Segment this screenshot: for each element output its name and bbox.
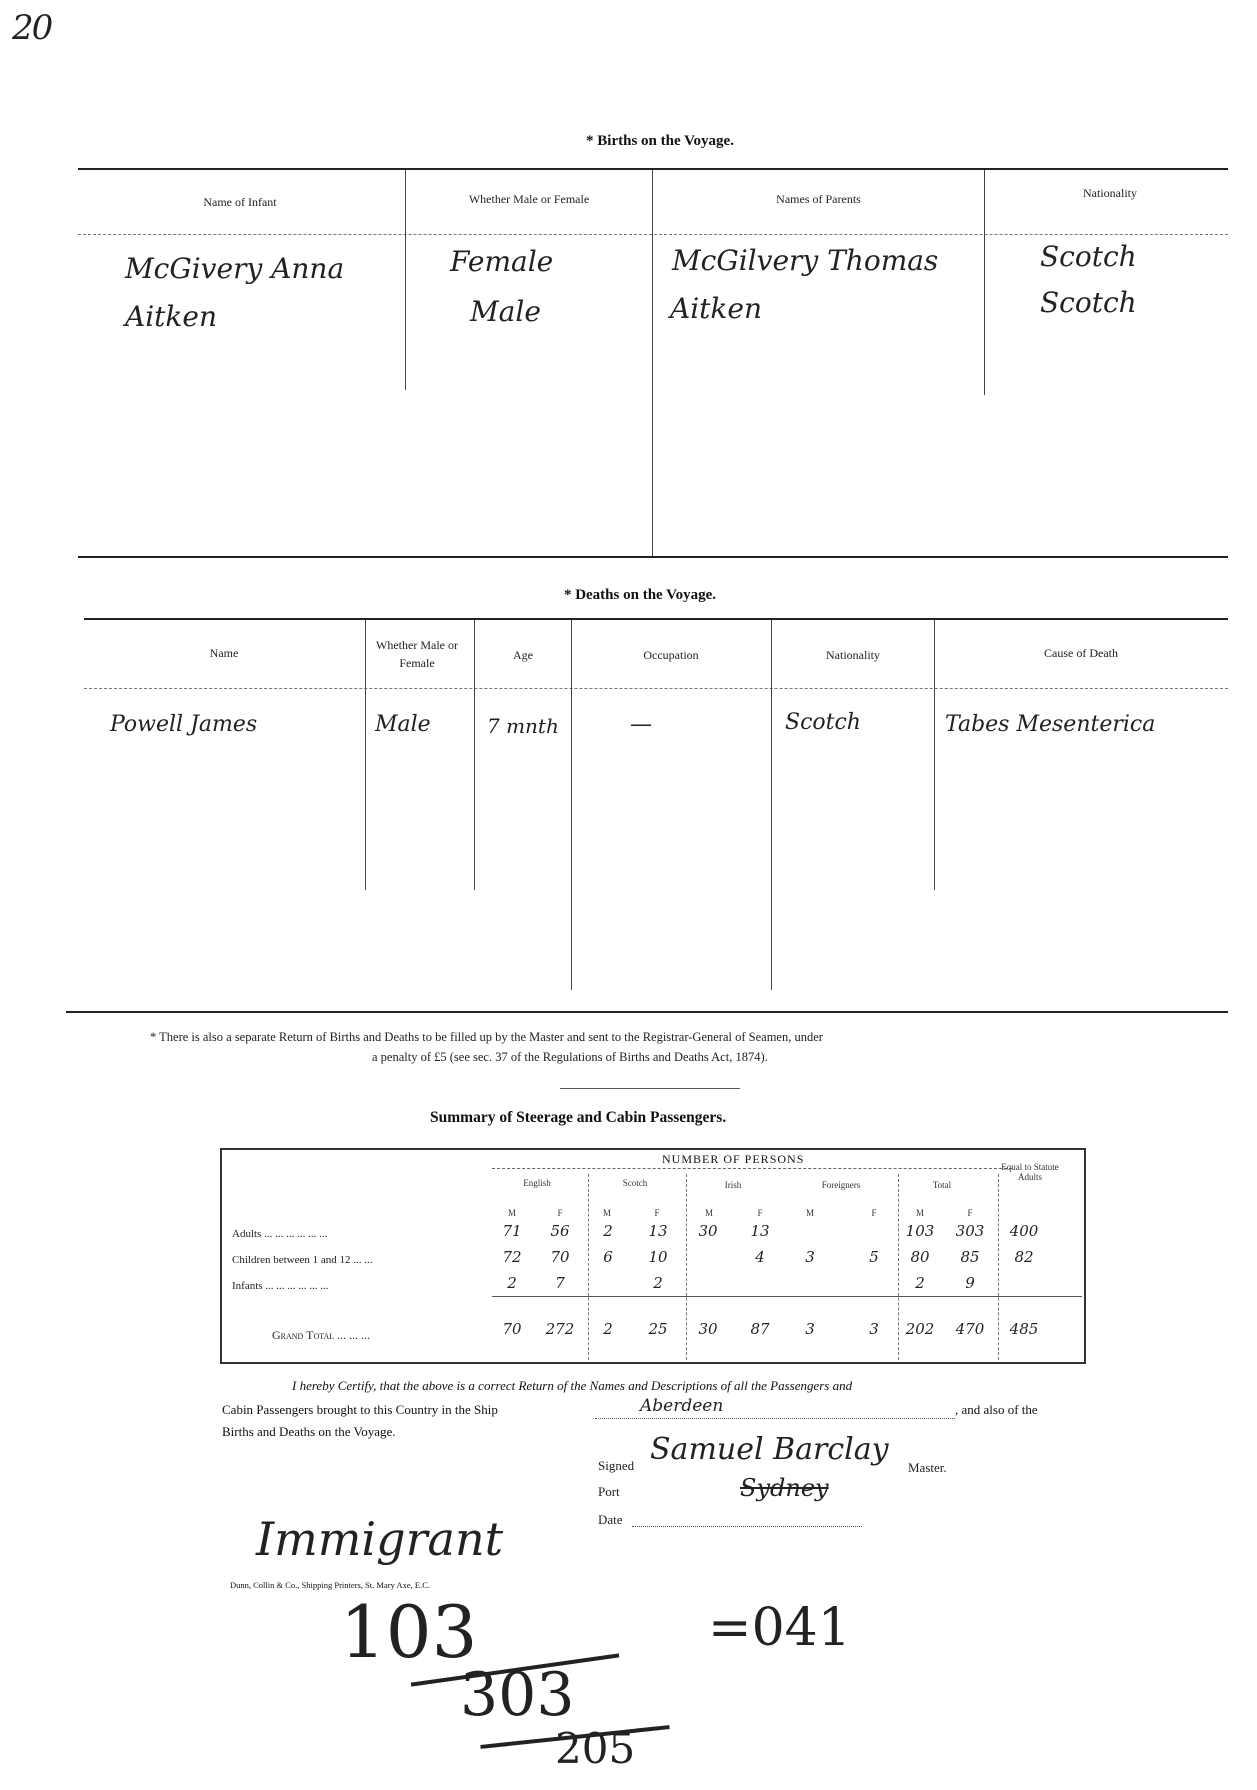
mf-foreigners-f: F bbox=[871, 1208, 877, 1218]
certify-line-2b: , and also of the bbox=[955, 1402, 1038, 1417]
summary-row-adults-label: Adults ... ... ... ... ... ... bbox=[232, 1228, 328, 1240]
birth-row-2-nationality: Scotch bbox=[1040, 286, 1137, 319]
deaths-header-age: Age bbox=[513, 648, 533, 662]
birth-row-2-parents: Aitken bbox=[670, 292, 762, 325]
births-col-divider-2 bbox=[652, 170, 653, 556]
summary-cell: 2 bbox=[603, 1222, 613, 1240]
signed-label: Signed bbox=[598, 1458, 635, 1473]
summary-cell: 80 bbox=[910, 1248, 930, 1266]
birth-row-1-nationality: Scotch bbox=[1040, 240, 1137, 273]
summary-row-children-label: Children between 1 and 12 ... ... bbox=[232, 1254, 373, 1266]
summary-cell: 202 bbox=[905, 1320, 935, 1338]
summary-divider-4 bbox=[998, 1174, 999, 1360]
mf-total-m: M bbox=[915, 1208, 924, 1218]
master-label: Master. bbox=[908, 1460, 947, 1475]
tally-a: 103 bbox=[340, 1590, 478, 1674]
certify-line-1: I hereby Certify, that the above is a correct Return of the Names and Descriptions of all the Passengers and bbox=[292, 1378, 853, 1393]
summary-cell: 70 bbox=[550, 1248, 570, 1266]
tally-c: 205 bbox=[555, 1724, 636, 1773]
deaths-header-name: Name bbox=[209, 646, 239, 660]
birth-row-2-sex: Male bbox=[470, 295, 541, 328]
deaths-col-divider-1 bbox=[365, 620, 366, 890]
footnote-line-2: a penalty of £5 (see sec. 37 of the Regulations of Births and Deaths Act, 1874). bbox=[372, 1050, 768, 1064]
summary-infants-rule bbox=[492, 1296, 1082, 1297]
death-row-1-cause: Tabes Mesenterica bbox=[945, 712, 1156, 737]
births-col-divider-3 bbox=[984, 170, 985, 395]
deaths-col-divider-4 bbox=[771, 620, 772, 990]
deaths-col-divider-5 bbox=[934, 620, 935, 890]
death-row-1-nationality: Scotch bbox=[785, 710, 861, 735]
mf-irish-f: F bbox=[757, 1208, 763, 1218]
deaths-top-rule bbox=[84, 618, 1228, 620]
summary-divider-3 bbox=[898, 1174, 899, 1360]
summary-cell: 87 bbox=[750, 1320, 770, 1338]
deaths-col-divider-3 bbox=[571, 620, 572, 990]
group-irish: Irish bbox=[724, 1180, 742, 1190]
deaths-header-cause: Cause of Death bbox=[1044, 646, 1118, 660]
date-label: Date bbox=[598, 1512, 623, 1527]
summary-cell: 7 bbox=[555, 1274, 565, 1292]
summary-cell: 485 bbox=[1009, 1320, 1039, 1338]
summary-cell: 470 bbox=[955, 1320, 985, 1338]
summary-cell: 3 bbox=[805, 1248, 815, 1266]
summary-cell: 3 bbox=[805, 1320, 815, 1338]
births-header-rule bbox=[78, 234, 1228, 236]
summary-cell: 2 bbox=[507, 1274, 517, 1292]
deaths-header-occupation: Occupation bbox=[643, 648, 699, 662]
deaths-title: * Deaths on the Voyage. bbox=[563, 587, 717, 603]
summary-cell: 30 bbox=[698, 1222, 718, 1240]
summary-cell: 272 bbox=[545, 1320, 575, 1338]
deaths-col-divider-2 bbox=[474, 620, 475, 890]
summary-table bbox=[220, 1148, 1086, 1364]
summary-cell: 13 bbox=[648, 1222, 668, 1240]
summary-cell: 13 bbox=[750, 1222, 770, 1240]
date-line bbox=[632, 1526, 862, 1527]
summary-title: Summary of Steerage and Cabin Passengers. bbox=[430, 1109, 727, 1126]
mf-scotch-m: M bbox=[602, 1208, 611, 1218]
certify-ship-name: Aberdeen bbox=[640, 1396, 724, 1416]
summary-divider-2 bbox=[686, 1174, 687, 1360]
immigrant-stamp: Immigrant bbox=[256, 1512, 504, 1566]
births-col-divider-1 bbox=[405, 170, 406, 390]
deaths-header-rule bbox=[84, 688, 1228, 690]
deaths-header-nationality: Nationality bbox=[826, 648, 880, 662]
group-foreigners: Foreigners bbox=[821, 1180, 861, 1190]
deaths-bottom-rule bbox=[66, 1011, 1228, 1013]
tally-d: =041 bbox=[708, 1598, 851, 1658]
summary-row-infants-label: Infants ... ... ... ... ... ... bbox=[232, 1280, 329, 1292]
summary-cell: 6 bbox=[603, 1248, 613, 1266]
summary-cell: 4 bbox=[755, 1248, 765, 1266]
mf-english-m: M bbox=[507, 1208, 516, 1218]
signed-value: Samuel Barclay bbox=[650, 1432, 889, 1467]
group-scotch: Scotch bbox=[622, 1178, 648, 1188]
summary-cell: 303 bbox=[955, 1222, 985, 1240]
birth-row-2-name: Aitken bbox=[125, 300, 217, 333]
port-label: Port bbox=[598, 1484, 620, 1499]
group-statute-adults: Equal to Statute Adults bbox=[1001, 1162, 1059, 1182]
printer-credit: Dunn, Collin & Co., Shipping Printers, St. Mary Axe, E.C. bbox=[230, 1580, 430, 1590]
birth-row-1-sex: Female bbox=[450, 245, 554, 278]
summary-cell: 3 bbox=[869, 1320, 879, 1338]
certify-line-3: Births and Deaths on the Voyage. bbox=[222, 1424, 396, 1439]
port-value: Sydney bbox=[740, 1474, 829, 1502]
summary-cell: 5 bbox=[869, 1248, 879, 1266]
page-number-mark: 20 bbox=[12, 8, 52, 48]
death-row-1-sex: Male bbox=[375, 712, 431, 737]
birth-row-1-parents: McGilvery Thomas bbox=[672, 244, 939, 277]
death-row-1-name: Powell James bbox=[110, 712, 258, 737]
summary-cell: 70 bbox=[502, 1320, 522, 1338]
summary-cell: 30 bbox=[698, 1320, 718, 1338]
summary-cell: 2 bbox=[653, 1274, 663, 1292]
group-total: Total bbox=[932, 1180, 952, 1190]
summary-cell: 9 bbox=[965, 1274, 975, 1292]
summary-cell: 10 bbox=[648, 1248, 668, 1266]
births-title: * Births on the Voyage. bbox=[586, 133, 734, 149]
deaths-header-sex: Whether Male or Female bbox=[376, 638, 458, 670]
births-header-nationality: Nationality bbox=[1083, 186, 1137, 200]
birth-row-1-name: McGivery Anna bbox=[125, 252, 345, 285]
summary-number-header: NUMBER OF PERSONS bbox=[662, 1152, 805, 1166]
summary-number-rule bbox=[492, 1168, 1012, 1169]
summary-cell: 71 bbox=[502, 1222, 522, 1240]
summary-cell: 72 bbox=[502, 1248, 522, 1266]
tally-b: 303 bbox=[460, 1660, 575, 1730]
death-row-1-occupation: — bbox=[630, 712, 652, 737]
summary-cell: 400 bbox=[1009, 1222, 1039, 1240]
births-header-sex: Whether Male or Female bbox=[468, 192, 590, 206]
mf-foreigners-m: M bbox=[805, 1208, 814, 1218]
certify-line-2a: Cabin Passengers brought to this Country in the Ship bbox=[222, 1402, 498, 1417]
summary-cell: 56 bbox=[550, 1222, 570, 1240]
births-header-name: Name of Infant bbox=[203, 195, 277, 209]
footnote-line-1: * There is also a separate Return of Births and Deaths to be filled up by the Master and sent to the Registrar-General of Seamen, under bbox=[150, 1030, 823, 1044]
group-english: English bbox=[523, 1178, 551, 1188]
births-bottom-rule bbox=[78, 556, 1228, 558]
summary-cell: 2 bbox=[915, 1274, 925, 1292]
death-row-1-age: 7 mnth bbox=[487, 714, 559, 738]
summary-cell: 103 bbox=[905, 1222, 935, 1240]
births-top-rule bbox=[78, 168, 1228, 170]
summary-cell: 25 bbox=[648, 1320, 668, 1338]
mf-english-f: F bbox=[557, 1208, 563, 1218]
mf-total-f: F bbox=[967, 1208, 973, 1218]
summary-cell: 82 bbox=[1014, 1248, 1034, 1266]
summary-row-grand-total-label: Grand Total ... ... ... bbox=[272, 1328, 371, 1342]
certify-ship-line bbox=[595, 1418, 955, 1419]
births-header-parents: Names of Parents bbox=[776, 192, 861, 206]
mf-scotch-f: F bbox=[654, 1208, 660, 1218]
mf-irish-m: M bbox=[704, 1208, 713, 1218]
summary-cell: 2 bbox=[603, 1320, 613, 1338]
footnote-rule bbox=[560, 1088, 740, 1089]
summary-cell: 85 bbox=[960, 1248, 980, 1266]
